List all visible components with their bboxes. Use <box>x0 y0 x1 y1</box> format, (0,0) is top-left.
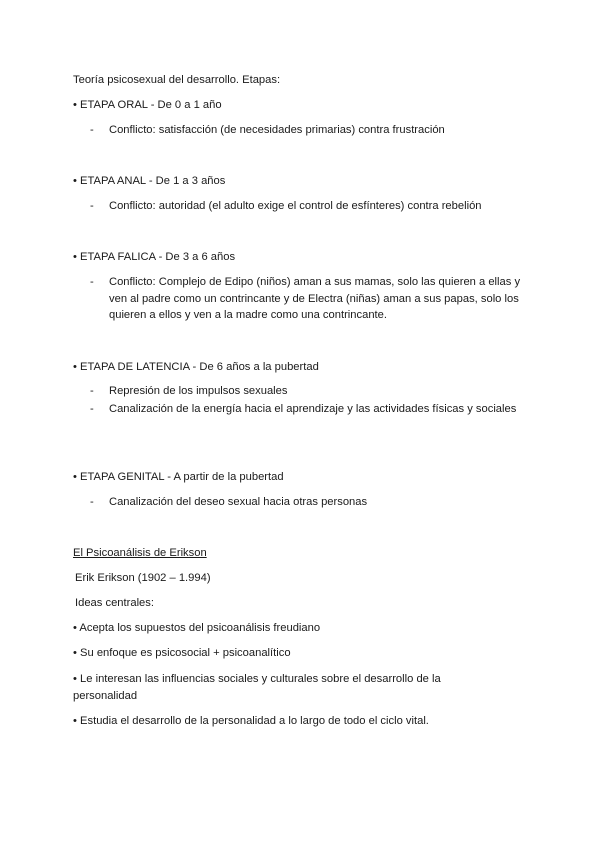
idea-item: • Acepta los supuestos del psicoanálisis freudiano <box>73 622 321 634</box>
stage-heading-genital: • ETAPA GENITAL - A partir de la pubertad <box>73 471 284 483</box>
stage-heading-falica: • ETAPA FALICA - De 3 a 6 años <box>73 251 236 263</box>
stage-item: Conflicto: autoridad (el adulto exige el control de esfínteres) contra rebelión <box>109 200 482 212</box>
stage-heading-anal: • ETAPA ANAL - De 1 a 3 años <box>73 175 226 187</box>
stage-item: Canalización de la energía hacia el aprendizaje y las actividades físicas y sociales <box>109 403 517 415</box>
idea-item: • Le interesan las influencias sociales y culturales sobre el desarrollo de la personalidad <box>73 673 441 702</box>
dash-bullet: - <box>90 276 94 288</box>
stage-heading-latencia: • ETAPA DE LATENCIA - De 6 años a la pubertad <box>73 361 319 373</box>
stage-heading-oral: • ETAPA ORAL - De 0 a 1 año <box>73 99 222 111</box>
idea-item: • Su enfoque es psicosocial + psicoanalítico <box>73 647 291 659</box>
stage-item: Represión de los impulsos sexuales <box>109 385 288 397</box>
page-title: Teoría psicosexual del desarrollo. Etapas: <box>73 74 281 86</box>
dash-bullet: - <box>90 200 94 212</box>
erikson-section-heading: El Psicoanálisis de Erikson <box>73 547 207 559</box>
stage-item: Conflicto: satisfacción (de necesidades primarias) contra frustración <box>109 124 445 136</box>
ideas-label: Ideas centrales: <box>75 597 154 609</box>
stage-item: Canalización del deseo sexual hacia otras personas <box>109 496 368 508</box>
dash-bullet: - <box>90 124 94 136</box>
idea-item: • Estudia el desarrollo de la personalidad a lo largo de todo el ciclo vital. <box>73 715 429 727</box>
stage-item: Conflicto: Complejo de Edipo (niños) aman a sus mamas, solo las quieren a ellas y ven al padre como un contrincante y de Electra (niñas) aman a sus papas, solo los quieren a ellos y ven a la madre como una contrincante. <box>109 276 521 321</box>
dash-bullet: - <box>90 403 94 415</box>
erikson-name: Erik Erikson (1902 – 1.994) <box>75 572 211 584</box>
dash-bullet: - <box>90 496 94 508</box>
dash-bullet: - <box>90 385 94 397</box>
